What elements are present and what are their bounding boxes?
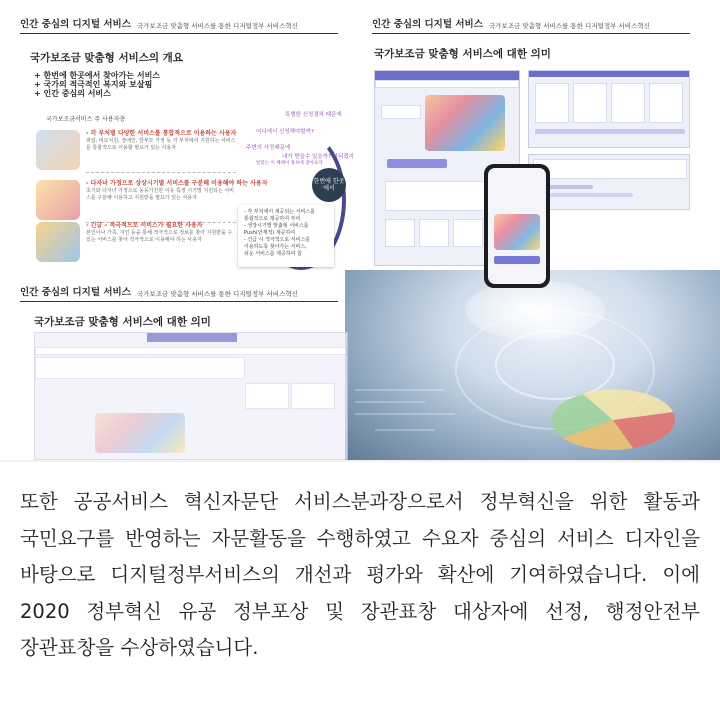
thought-bubble: 주변의 사정때문에 [246, 145, 291, 151]
user-group-description: 취업, 비로치원, 장애인, 한부모 가정 등 각 부처에서 지원하는 서비스를 통합적으로 이용할 필요가 있는 사용자 [86, 138, 236, 151]
service-list-item: - 긴급 시 적극적으로 서비스를 [244, 237, 311, 243]
service-list-box [238, 205, 334, 267]
service-list-item: - 각 부처에서 제공되는 서비스를 [244, 209, 315, 215]
bullet-item: + 인간 중심의 서비스 [34, 89, 111, 98]
user-illustration [36, 222, 80, 262]
service-list-item: 쉬운 서비스를 제공하여 함 [244, 251, 302, 257]
slide-header-title: 인간 중심의 디지털 서비스 [20, 19, 131, 30]
slide-header-subtitle: 국가보조금 맞춤형 서비스를 통한 디지털정부 서비스혁신 [136, 290, 298, 298]
user-group-heading: - 긴급 – 적극적으로 서비스가 필요한 사용자 [86, 222, 203, 229]
website-screenshot [34, 332, 348, 460]
bullet-item: + 한번에 한곳에서 찾아가는 서비스 [34, 71, 161, 80]
bullet-list [34, 71, 160, 98]
tech-background-image [345, 270, 720, 460]
user-group-heading: - 각 부처별 다양한 서비스를 통합적으로 이용하는 사용자 [86, 130, 237, 137]
slide-header [20, 14, 338, 34]
bullet-item: + 국가의 적극적인 복지와 보살핌 [34, 80, 153, 89]
user-group [36, 128, 236, 178]
user-illustration [36, 130, 80, 170]
service-list-item: 통합적으로 제공하여 부여 [244, 216, 301, 222]
slide-title: 국가보조금 맞춤형 서비스에 대한 의미 [374, 48, 551, 60]
slide-title: 국가보조금 맞춤형 서비스에 대한 의미 [34, 316, 211, 328]
slide-title: 국가보조금 맞춤형 서비스의 개요 [30, 52, 183, 64]
service-list-item: - 생장시기별 맞춤형 서비스를 [244, 223, 309, 229]
divider [0, 460, 720, 462]
user-group-description: 본인이나 가족, 지인 등을 통해 적극적으로 정보를 찾아 지원받을 수 있는 서비스를 찾아 적극적으로 이용해야 하는 사용자 [86, 230, 233, 243]
slide-header-title: 인간 중심의 디지털 서비스 [372, 19, 483, 30]
pie-graphic-icon [345, 270, 720, 460]
user-group [36, 220, 236, 270]
website-screenshot [528, 70, 690, 148]
slide-header-subtitle: 국가보조금 맞춤형 서비스를 통한 디지털정부 서비스혁신 [136, 22, 298, 30]
slide-header [372, 14, 690, 34]
body-paragraph: 또한 공공서비스 혁신자문단 서비스분과장으로서 정부혁신을 위한 활동과 국민요구를 반영하는 자문활동을 수행하였고 수요자 중심의 서비스 디자인을 바탕으로 디지털정부서비스의 개선과 평가와 확산에 기여하였습니다. 이에 2020 정부혁신 유공 정부포상 및 장관표창 대상자에 선정, 행정안전부 장관표창을 수상하였습니다. [20, 490, 700, 659]
thought-bubble: 내가 받을수 있을까? 안되겠지 [282, 154, 354, 160]
badge-one-stop: 한번에 한곳에서 [312, 168, 346, 202]
thought-bubble: 알맞는 이 혜택이 홍보에 찾아보자 [256, 161, 323, 166]
thought-bubble: 어디에서 신청해야할까? [256, 129, 314, 135]
diagram-label: 국가보조금서비스 주 사용자층 [46, 116, 126, 123]
mobile-phone-mockup [484, 164, 550, 288]
user-group-description: 초기와 다자녀 가정으로 동등가친한 이유 특정 시기별 지원되는 서비스를 구분해 이용하고 지원받을 필요가 있는 사용자 [86, 188, 234, 201]
website-screenshot [528, 154, 690, 210]
service-list-item: Push(안재적) 제공하여 [244, 230, 296, 236]
slide-header-subtitle: 국가보조금 맞춤형 서비스를 통한 디지털정부 서비스혁신 [488, 22, 650, 30]
thought-bubble: 특별한 신청절차 때문에 [285, 112, 342, 118]
slide-header-title: 인간 중심의 디지털 서비스 [20, 287, 131, 298]
user-illustration [36, 180, 80, 220]
user-group-heading: - 다자녀 가정으로 상상시기별 서비스를 구분해 이용해야 하는 사용자 [86, 180, 268, 187]
slide-header [20, 282, 338, 302]
service-list-item: 이용하도록 찾아가는 서비스, [244, 244, 307, 250]
